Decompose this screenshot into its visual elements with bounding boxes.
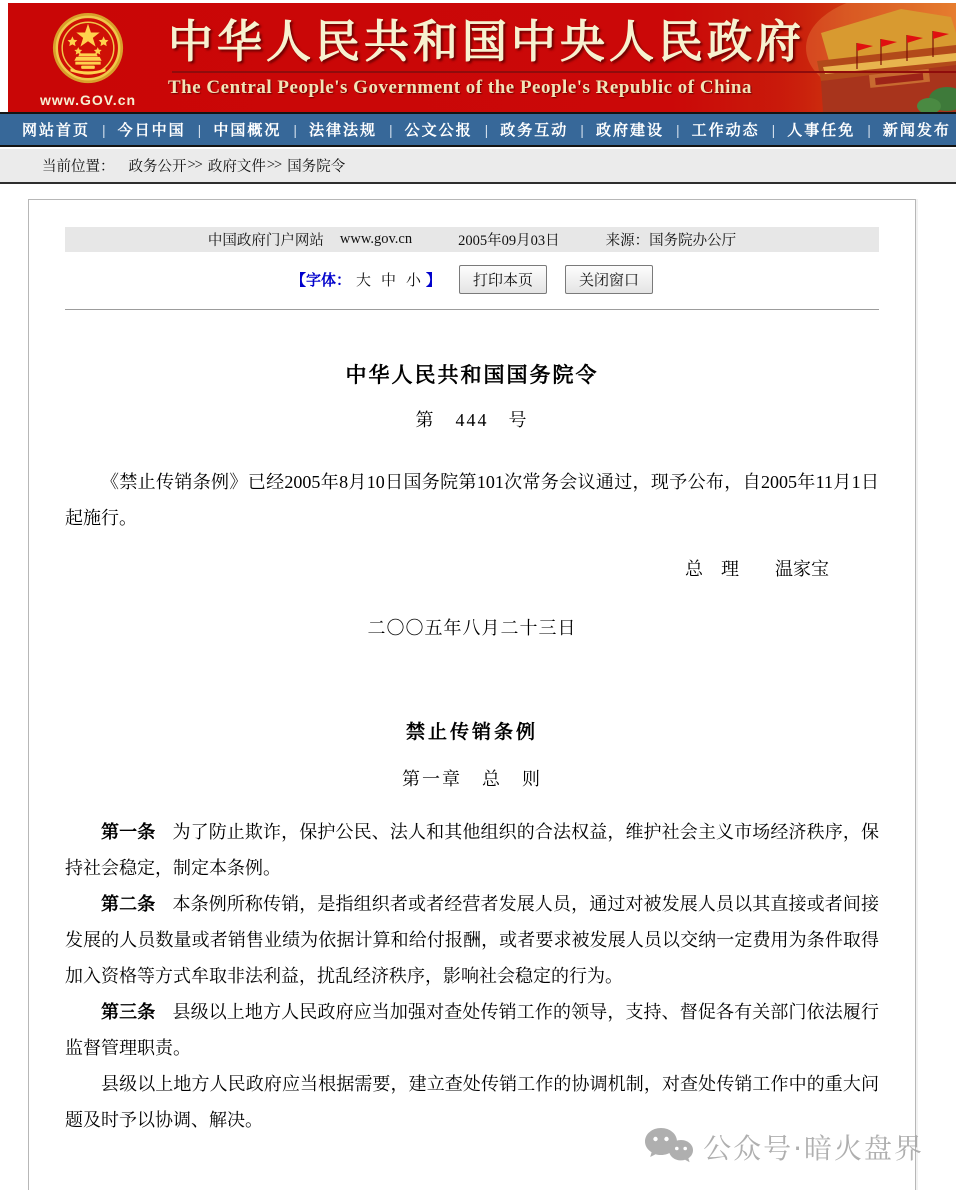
articles-section [65, 814, 879, 1138]
nav-separator: | [102, 121, 106, 138]
nav-separator: | [388, 121, 393, 138]
meta-source: 来源：国务院办公厅 [605, 233, 737, 249]
nav-separator: | [867, 121, 871, 138]
nav-separator: | [197, 121, 202, 138]
decree-intro-paragraph: 《禁止传销条例》已经2005年8月10日国务院第101次常务会议通过，现予公布，自2005年11月1日起施行。 [65, 472, 879, 528]
nav-item-laws[interactable]: 法律法规 [308, 122, 377, 139]
article-text: 县级以上地方人民政府应当根据需要，建立查处传销工作的协调机制，对查处传销工作中的重大问题及时予以协调、解决。 [65, 1074, 879, 1130]
article-meta-bar [65, 227, 879, 252]
nav-separator: | [484, 121, 489, 138]
font-size-small[interactable]: 小 [405, 273, 421, 289]
site-logo[interactable] [8, 3, 168, 112]
breadcrumb-item-government-documents[interactable]: 政府文件 [207, 159, 266, 175]
meta-site-url: www.gov.cn [339, 231, 413, 247]
article-toolbar [29, 265, 915, 294]
nav-item-press[interactable]: 新闻发布 [882, 122, 951, 139]
breadcrumb [0, 149, 956, 184]
print-page-button[interactable]: 打印本页 [459, 265, 547, 294]
article-text: 为了防止欺诈，保护公民、法人和其他组织的合法权益，维护社会主义市场经济秩序，保持社会稳定，制定本条例。 [65, 822, 879, 878]
meta-site-name: 中国政府门户网站 [207, 233, 324, 249]
nav-item-interaction[interactable]: 政务互动 [500, 122, 569, 139]
content-box [28, 199, 916, 1190]
nav-separator: | [771, 121, 776, 138]
font-size-medium[interactable]: 中 [380, 273, 396, 289]
article-number-label: 第一条 [101, 822, 156, 842]
header-band [8, 3, 956, 112]
close-window-button[interactable]: 关闭窗口 [565, 265, 653, 294]
meta-publish-date: 2005年09月03日 [458, 233, 560, 249]
header-titles [168, 3, 956, 112]
article-paragraph [65, 814, 879, 886]
signature-date: 二〇〇五年八月二十三日 [367, 618, 577, 638]
breadcrumb-separator: >> [187, 157, 202, 173]
main-nav [0, 112, 956, 147]
nav-item-home[interactable]: 网站首页 [22, 122, 91, 139]
article-paragraph [65, 1066, 879, 1138]
decree-title: 中华人民共和国国务院令 [345, 363, 599, 387]
nav-item-china-today[interactable]: 今日中国 [117, 122, 186, 139]
nav-separator: | [675, 121, 680, 138]
nav-item-work-updates[interactable]: 工作动态 [691, 122, 760, 139]
watermark-text: 公众号·暗火盘界 [703, 1132, 924, 1165]
nav-item-govt-building[interactable]: 政府建设 [595, 122, 664, 139]
article-text: 本条例所称传销，是指组织者或者经营者发展人员，通过对被发展人员以其直接或者间接发展的人员数量或者销售业绩为依据计算和给付报酬，或者要求被发展人员以交纳一定费用为条件取得加入资格等方式牟取非法利益，扰乱经济秩序，影响社会稳定的行为。 [65, 894, 879, 986]
nav-separator: | [580, 121, 584, 138]
site-header [0, 0, 956, 112]
article-number-label: 第三条 [101, 1002, 156, 1022]
nav-item-china-overview[interactable]: 中国概况 [213, 122, 282, 139]
document-body [29, 359, 915, 1138]
breadcrumb-item-state-council-decree: 国务院令 [287, 159, 346, 175]
article-paragraph [65, 886, 879, 994]
font-size-label-close: 】 [426, 273, 442, 289]
toolbar-divider [65, 309, 879, 310]
nav-separator: | [293, 121, 297, 138]
chapter-heading: 第一章 总 则 [402, 769, 542, 789]
national-emblem-icon [49, 12, 127, 88]
site-url: www.GOV.cn [39, 91, 137, 108]
decree-number: 第 444 号 [415, 410, 529, 430]
site-title-english: The Central People's Government of the People's Republic of China [168, 76, 752, 98]
breadcrumb-item-zhengwu-gongkai[interactable]: 政务公开 [128, 159, 187, 175]
regulation-title: 禁止传销条例 [405, 722, 538, 743]
font-size-label-open: 【字体： [290, 273, 351, 289]
site-title-chinese: 中华人民共和国中央人民政府 [168, 16, 806, 68]
signature-line: 总 理 温家宝 [685, 559, 829, 579]
article-paragraph [65, 994, 879, 1066]
breadcrumb-separator: >> [266, 157, 282, 173]
header-divider [172, 71, 956, 73]
nav-item-gazette[interactable]: 公文公报 [404, 122, 473, 139]
article-text: 县级以上地方人民政府应当加强对查处传销工作的领导，支持、督促各有关部门依法履行监督管理职责。 [65, 1002, 879, 1058]
article-number-label: 第二条 [101, 894, 156, 914]
breadcrumb-label: 当前位置： [42, 159, 115, 175]
font-size-large[interactable]: 大 [355, 273, 371, 289]
nav-item-appointments[interactable]: 人事任免 [787, 122, 856, 139]
